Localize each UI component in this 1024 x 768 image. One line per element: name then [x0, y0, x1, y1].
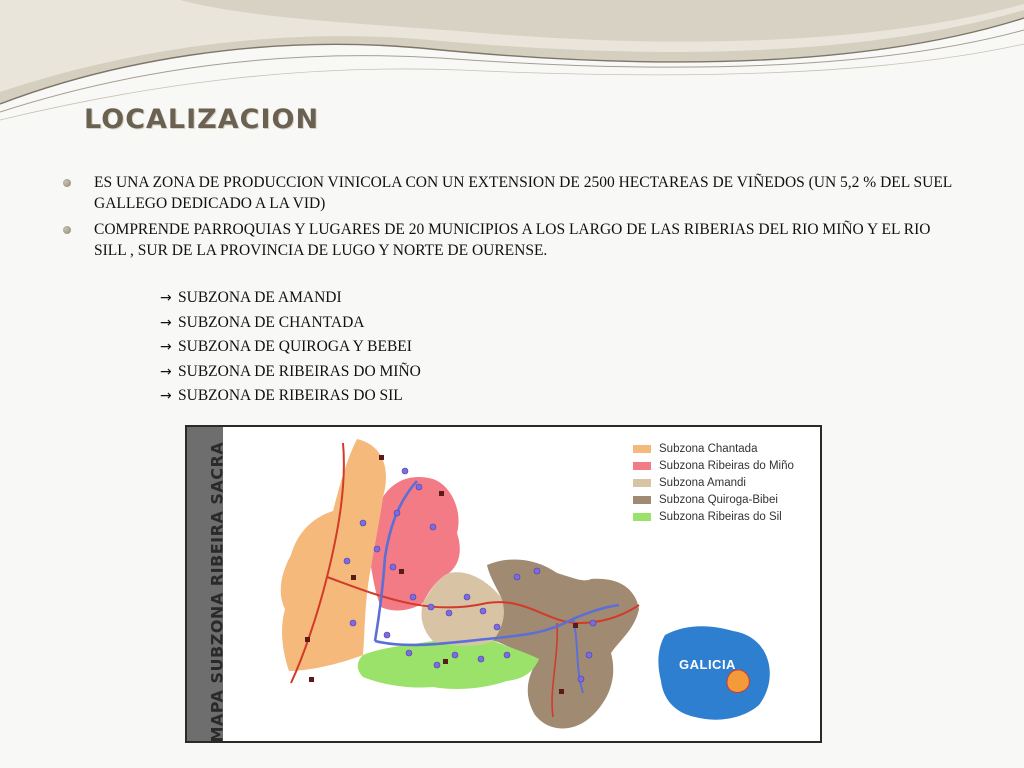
legend-label: Subzona Amandi — [659, 477, 746, 489]
subzone-label: SUBZONA DE QUIROGA Y BEBEI — [178, 338, 412, 355]
region-chantada — [281, 439, 386, 671]
bullet-text: COMPRENDE PARROQUIAS Y LUGARES DE 20 MUNICIPIOS A LOS LARGO DE LAS RIBERIAS DEL RIO MIÑO Y EL RIO SILL , SUR DE LA PROVINCIA DE LUGO Y NORTE DE OURENSE. — [94, 221, 931, 259]
arrow-right-icon: → — [160, 339, 172, 355]
arrow-right-icon: → — [160, 388, 172, 404]
ribeira-sacra-map — [185, 425, 822, 743]
arrow-right-icon: → — [160, 314, 172, 331]
subzone-label: SUBZONA DE RIBEIRAS DO SIL — [178, 387, 403, 404]
bullet-dot-icon — [63, 226, 71, 234]
bullet-dot-icon — [63, 179, 71, 187]
legend-swatch — [633, 462, 651, 470]
legend-item — [633, 458, 794, 475]
legend-label: Subzona Ribeiras do Sil — [659, 511, 782, 523]
legend-label: Subzona Ribeiras do Miño — [659, 460, 794, 472]
arrow-right-icon: → — [160, 290, 172, 306]
map-title: MAPA SUBZONA RIBEIRA SACRA — [207, 441, 227, 743]
bullet-item — [62, 219, 962, 261]
legend-swatch — [633, 445, 651, 453]
subzone-label: SUBZONA DE AMANDI — [178, 289, 342, 306]
galicia-label: GALICIA — [679, 657, 736, 672]
legend-item — [633, 475, 794, 492]
legend-item — [633, 492, 794, 509]
subzone-label: SUBZONA DE CHANTADA — [178, 313, 365, 331]
region-ribeiras-do-sil — [358, 641, 539, 689]
map-legend — [633, 441, 794, 526]
legend-item — [633, 441, 794, 458]
subzone-list — [160, 286, 421, 409]
slide-title: LOCALIZACION — [84, 104, 320, 135]
legend-label: Subzona Chantada — [659, 443, 758, 455]
subzone-label: SUBZONA DE RIBEIRAS DO MIÑO — [178, 362, 421, 380]
bullet-list — [62, 172, 962, 266]
galicia-highlight — [727, 670, 749, 693]
subzone-item — [160, 286, 421, 311]
region-quiroga-bibei — [487, 559, 639, 728]
legend-item — [633, 509, 794, 526]
legend-label: Subzona Quiroga-Bibei — [659, 494, 778, 506]
subzone-item — [160, 335, 421, 360]
arrow-right-icon: → — [160, 363, 172, 380]
subzone-item — [160, 360, 421, 385]
legend-swatch — [633, 496, 651, 504]
legend-swatch — [633, 513, 651, 521]
bullet-item — [62, 172, 962, 214]
subzone-item — [160, 311, 421, 336]
bullet-text: ES UNA ZONA DE PRODUCCION VINICOLA CON UN EXTENSION DE 2500 HECTAREAS DE VIÑEDOS (UN 5,2 % DEL SUEL GALLEGO DEDICADO A LA VID) — [94, 174, 952, 212]
subzone-item — [160, 384, 421, 409]
galicia-inset-map — [658, 626, 769, 719]
legend-swatch — [633, 479, 651, 487]
